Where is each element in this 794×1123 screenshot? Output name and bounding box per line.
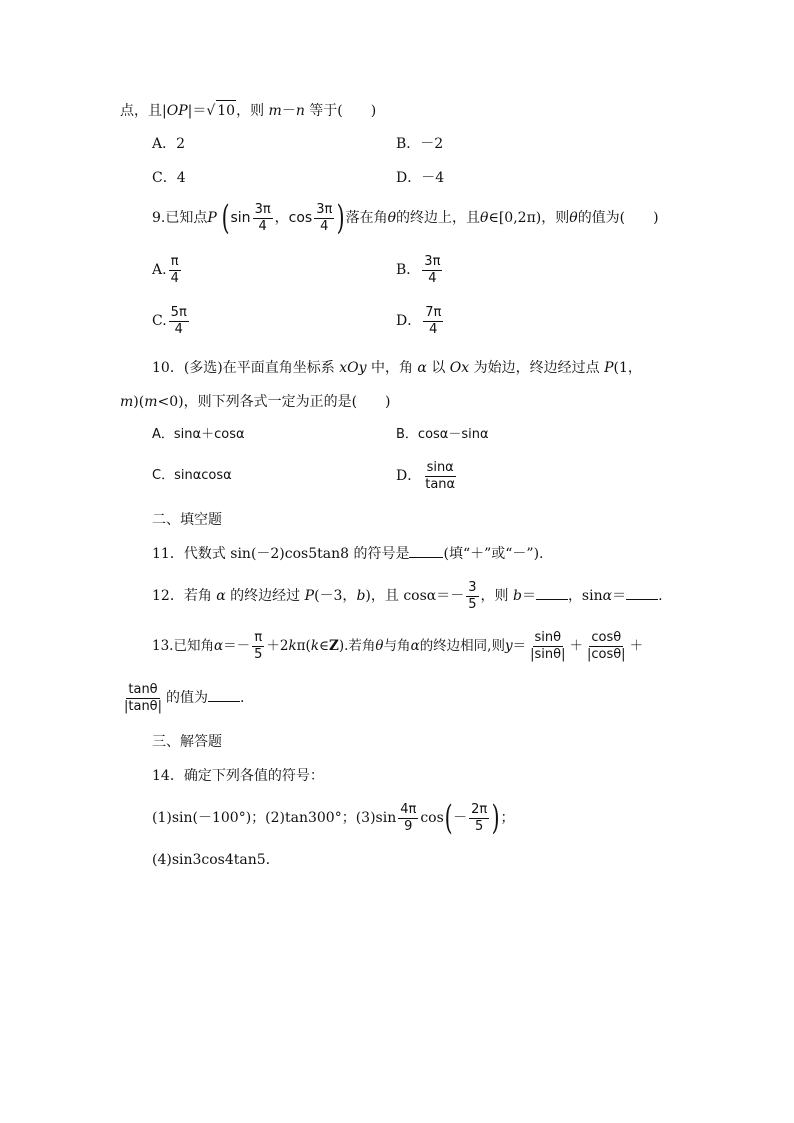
q12: 12．若角 α 的终边经过 P(－3，b)，且 cosα＝－ $\frac{3}{5}$ ，则 b＝ ，sinα＝ . [152, 579, 663, 612]
q8-option-b: B．－2 [396, 136, 444, 152]
q10-option-a: A．sinα＋cosα [152, 427, 245, 442]
q10-stem-line2: m)(m<0)，则下列各式一定为正的是( ) [120, 394, 391, 410]
q9-option-a: A. $\frac{\pi}{4}$ [152, 253, 179, 286]
q8-option-c: C．4 [152, 170, 186, 186]
q11: 11．代数式 sin(－2)cos5tan8 的符号是 (填“＋”或“－”). [152, 546, 544, 562]
q13-line1: 13.已知角α＝－ $\frac{\pi}{5}$ ＋2kπ(k∈Z).若角θ与角α的终边相同,则y＝ $\frac{\sin\theta}{|\sin\theta|}$ ＋ $\frac{\cos\theta}{|\cos\theta|}$ ＋ [152, 630, 644, 662]
section-fill-in-heading: 二、填空题 [152, 512, 222, 528]
q14-part-4: (4)sin3cos4tan5. [152, 852, 271, 868]
answer-blank[interactable] [626, 599, 658, 600]
answer-blank[interactable] [208, 701, 240, 702]
q14-title: 14．确定下列各值的符号： [152, 768, 324, 784]
q10-option-c: C．sinαcosα [152, 468, 232, 483]
section-answer-heading: 三、解答题 [152, 734, 222, 750]
q9-option-b: B． $\frac{3\pi}{4}$ [396, 253, 441, 286]
q9-option-d: D． $\frac{7\pi}{4}$ [396, 304, 442, 337]
q10-option-d: D． $\frac{\sin\alpha}{\tan\alpha}$ [396, 459, 456, 492]
q9-stem: 9.已知点P (sin $\frac{3\pi}{4}$ ，cos $\frac{3\pi}{4}$ )落在角θ的终边上，且θ∈[0,2π)，则θ的值为( ) [152, 198, 659, 238]
q10-option-b: B．cosα－sinα [396, 427, 489, 442]
q13-line2: $\frac{\tan\theta}{|\tan\theta|}$ 的值为 . [124, 681, 245, 714]
q14-parts-1-3: (1)sin(－100°)；(2)tan300°；(3)sin $\frac{4\pi}{9}$ cos(－ $\frac{2\pi}{5}$ )； [152, 798, 515, 838]
q10-stem-line1: 10．(多选)在平面直角坐标系 xOy 中，角 α 以 Ox 为始边，终边经过点 P(1， [152, 360, 642, 376]
q8-option-d: D．－4 [396, 170, 445, 186]
q9-option-c: C. $\frac{5\pi}{4}$ [152, 304, 187, 337]
answer-blank[interactable] [409, 557, 443, 558]
fraction: $\frac{3\pi}{4}$ [254, 201, 271, 234]
sqrt-10: 10 [216, 100, 236, 121]
q8-option-a: A．2 [152, 136, 186, 152]
fraction: $\frac{3\pi}{4}$ [316, 201, 333, 234]
q8-stem-end: 点，且|OP|＝√ 10，则 m－n 等于( ) [120, 100, 376, 121]
answer-blank[interactable] [536, 599, 568, 600]
